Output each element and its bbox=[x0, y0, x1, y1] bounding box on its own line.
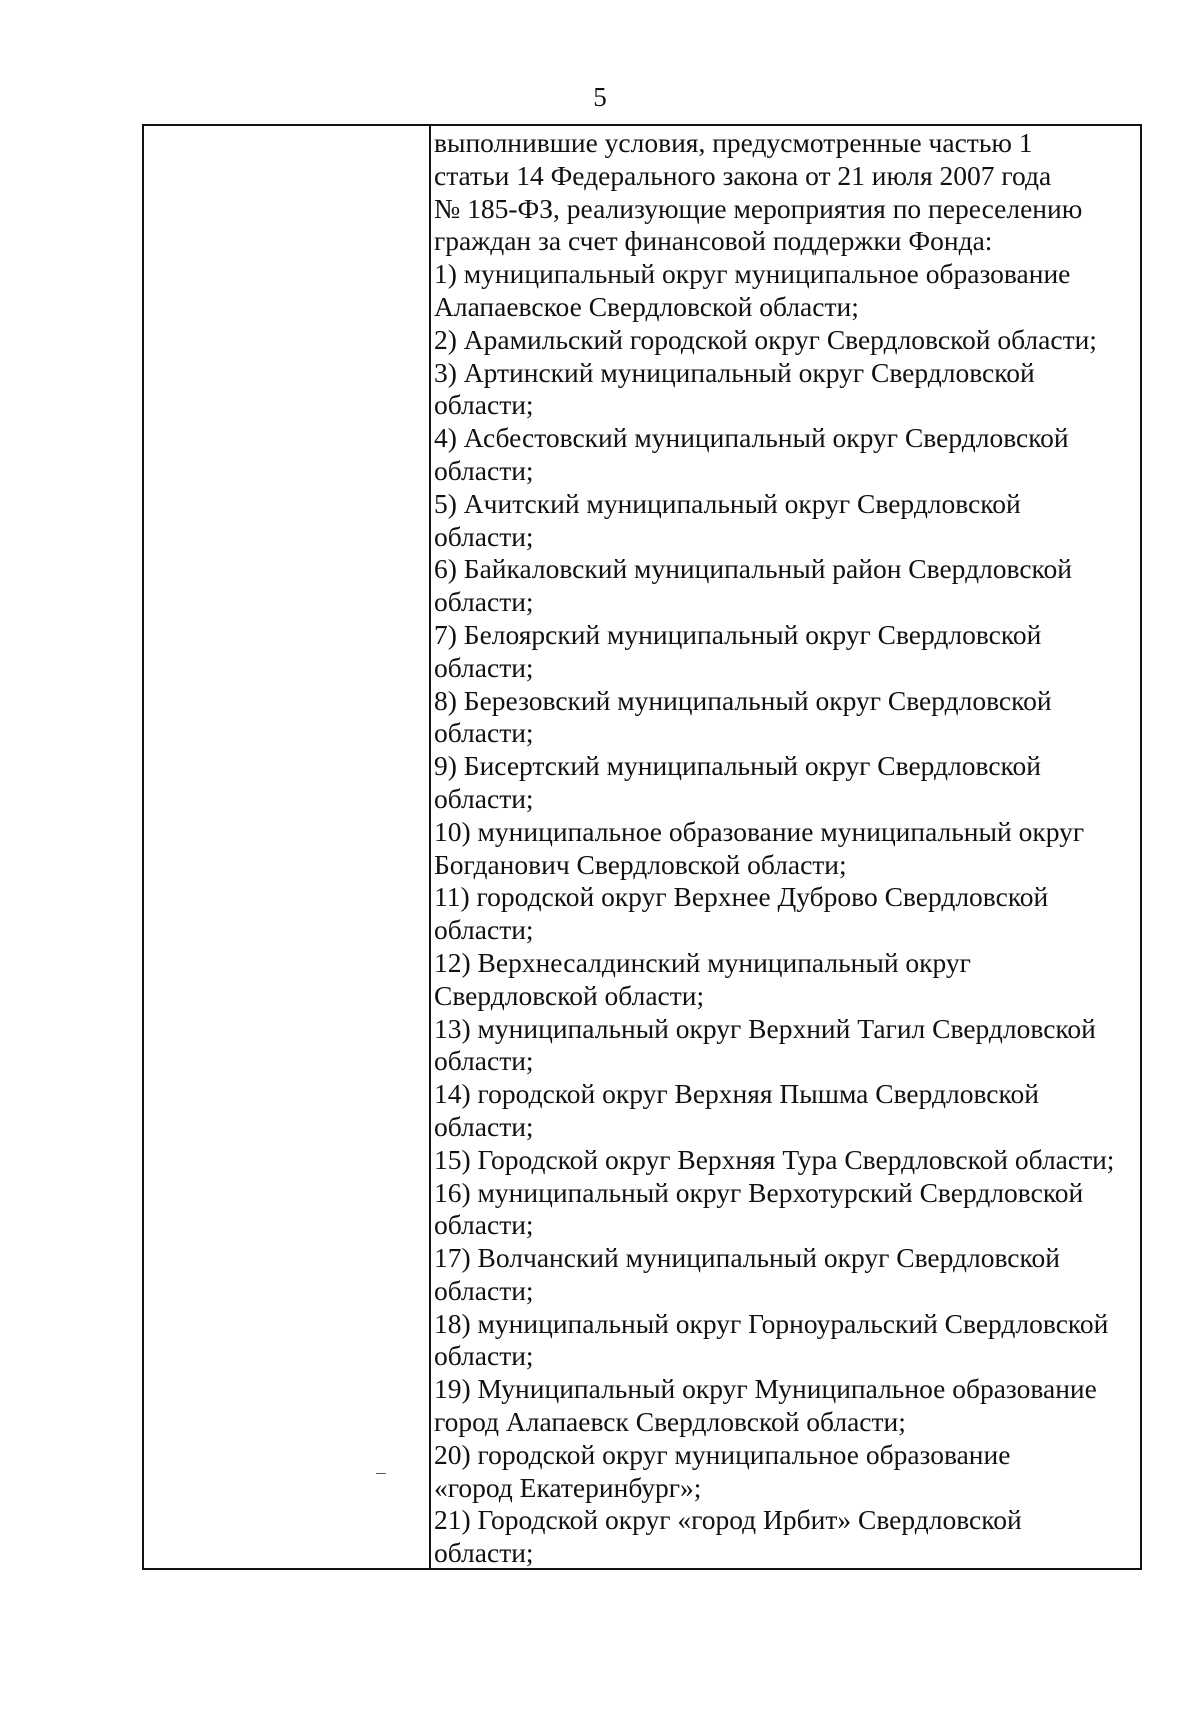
text-line: области; bbox=[434, 1340, 534, 1372]
text-line: области; bbox=[434, 586, 534, 618]
page-number: 5 bbox=[593, 82, 607, 112]
text-line: 21) Городской округ «город Ирбит» Свердловской bbox=[434, 1504, 1022, 1536]
text-line: Богданович Свердловской области; bbox=[434, 848, 847, 880]
stray-pen-mark bbox=[376, 1473, 386, 1474]
text-line: 1) муниципальный округ муниципальное образование bbox=[434, 258, 1071, 290]
text-line: области; bbox=[434, 782, 534, 814]
text-line: 4) Асбестовский муниципальный округ Свердловской bbox=[434, 422, 1069, 454]
text-line: 15) Городской округ Верхняя Тура Свердловской области; bbox=[434, 1143, 1115, 1175]
text-line: области; bbox=[434, 651, 534, 683]
text-line: 3) Артинский муниципальный округ Свердловской bbox=[434, 356, 1035, 388]
text-line: статьи 14 Федерального закона от 21 июля 2007 года bbox=[434, 159, 1052, 191]
text-line: области; bbox=[434, 1274, 534, 1306]
text-line: выполнившие условия, предусмотренные частью 1 bbox=[434, 127, 1033, 158]
text-line: 16) муниципальный округ Верхотурский Свердловской bbox=[434, 1176, 1084, 1208]
text-line: области; bbox=[434, 454, 534, 486]
text-line: Алапаевское Свердловской области; bbox=[434, 290, 859, 322]
text-line: «город Екатеринбург»; bbox=[434, 1471, 702, 1503]
text-line: области; bbox=[434, 1045, 534, 1077]
text-line: 8) Березовский муниципальный округ Свердловской bbox=[434, 684, 1052, 716]
text-line: 11) городской округ Верхнее Дуброво Свердловской bbox=[434, 881, 1049, 913]
text-line: 6) Байкаловский муниципальный район Свердловской bbox=[434, 553, 1072, 585]
text-line: 7) Белоярский муниципальный округ Свердловской bbox=[434, 618, 1042, 650]
text-line: области; bbox=[434, 389, 534, 421]
text-line: 18) муниципальный округ Горноуральский Свердловской bbox=[434, 1307, 1109, 1339]
text-line: город Алапаевск Свердловской области; bbox=[434, 1406, 906, 1438]
text-line: граждан за счет финансовой поддержки Фонда: bbox=[434, 225, 993, 257]
text-line: области; bbox=[434, 520, 534, 552]
text-line: области; bbox=[434, 1110, 534, 1142]
text-line: 12) Верхнесалдинский муниципальный округ bbox=[434, 946, 971, 978]
text-line: 10) муниципальное образование муниципальный округ bbox=[434, 815, 1085, 847]
text-line: области; bbox=[434, 1537, 534, 1569]
text-line: Свердловской области; bbox=[434, 979, 705, 1011]
text-line: области; bbox=[434, 1209, 534, 1241]
text-line: 9) Бисертский муниципальный округ Свердловской bbox=[434, 750, 1041, 782]
text-line: 2) Арамильский городской округ Свердловской области; bbox=[434, 323, 1097, 355]
text-line: области; bbox=[434, 717, 534, 749]
document-table bbox=[142, 124, 1142, 1570]
text-line: 20) городской округ муниципальное образование bbox=[434, 1438, 1011, 1470]
text-line: № 185-ФЗ, реализующие мероприятия по переселению bbox=[434, 192, 1083, 224]
text-line: 19) Муниципальный округ Муниципальное образование bbox=[434, 1373, 1097, 1405]
table-text-cell bbox=[427, 127, 1146, 1570]
text-line: 5) Ачитский муниципальный округ Свердловской bbox=[434, 487, 1021, 519]
text-line: 14) городской округ Верхняя Пышма Свердловской bbox=[434, 1078, 1039, 1110]
text-line: 17) Волчанский муниципальный округ Свердловской bbox=[434, 1242, 1060, 1274]
text-line: 13) муниципальный округ Верхний Тагил Свердловской bbox=[434, 1012, 1096, 1044]
text-line: области; bbox=[434, 914, 534, 946]
